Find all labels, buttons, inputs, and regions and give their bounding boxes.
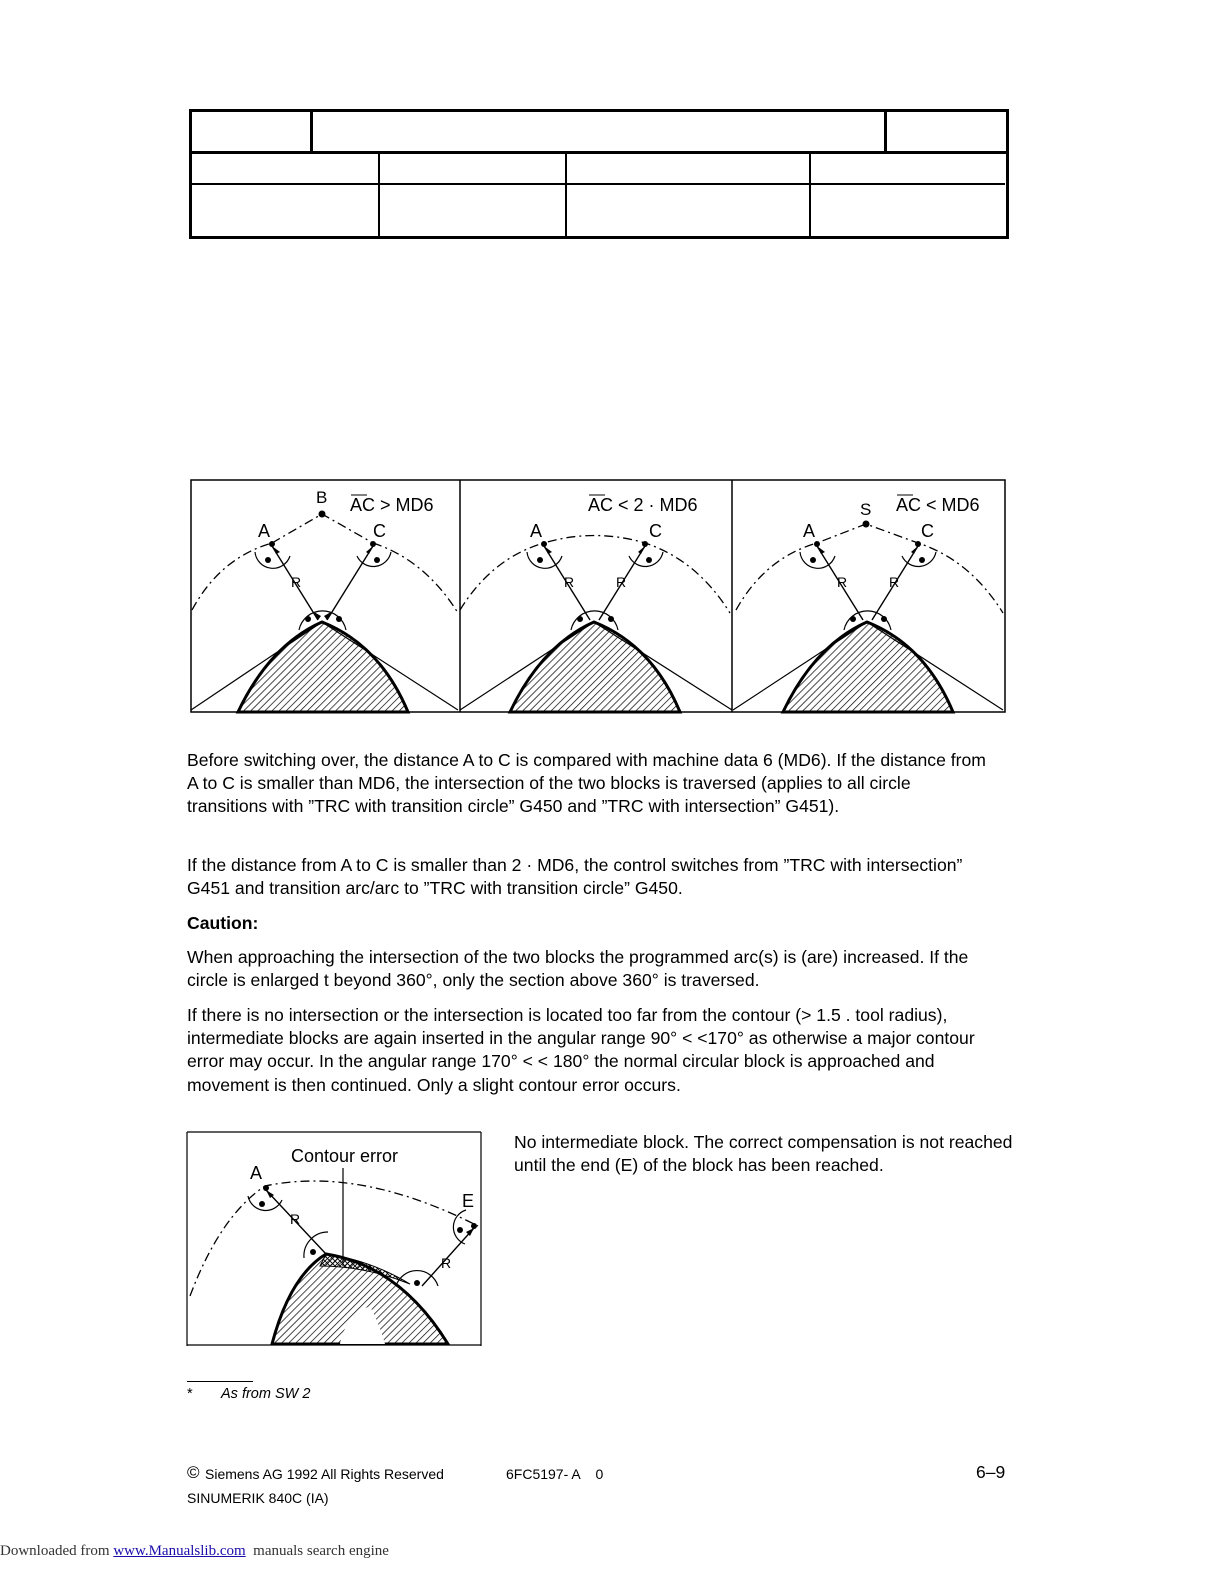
paragraph-md6-comparison: Before switching over, the distance A to C is compared with machine data 6 (MD6). If the distance from A to C is smaller than MD6, the intersection of the two blocks is traversed (applies to all circle transitions with ”TRC with transition circle” G450 and ”TRC with intersection” G451). (187, 750, 986, 817)
paragraph-caution: When approaching the intersection of the two blocks the programmed arc(s) is (are) increased. If the circle is enlarged t beyond 360°, only the section above 360° is traversed. (187, 947, 969, 991)
label-a: A (250, 1163, 263, 1183)
paragraph-no-intersection: If there is no intersection or the intersection is located too far from the contour (> 1.5 . tool radius), intermediate blocks are again inserted in the angular range 90° < <170° as otherwise a major contour error may occur. In the angular range 170° < < 180° the normal circular block is approached and movement is then continued. Only a slight contour error occurs. (187, 1005, 975, 1095)
label-e: E (462, 1191, 475, 1211)
contour-error-label: Contour error (291, 1146, 399, 1166)
panel-1 (191, 488, 458, 712)
footnote-mark: * (187, 1386, 193, 1402)
panel-3 (733, 495, 1003, 712)
footnote-text: As from SW 2 (221, 1386, 311, 1402)
manualslib-link[interactable]: www.Manualslib.com (113, 1543, 246, 1559)
figure-contour-error (180, 1126, 490, 1356)
condition-label: AC < MD6 (896, 495, 980, 515)
label-a: A (258, 521, 271, 541)
page-number: 6–9 (976, 1462, 1006, 1482)
product-name: SINUMERIK 840C (IA) (187, 1490, 329, 1506)
label-r: R (441, 1255, 452, 1271)
label-r: R (616, 574, 627, 590)
label-r: R (290, 1211, 301, 1227)
footnote-rule (187, 1381, 253, 1382)
order-number: 6FC5197- A 0 (506, 1466, 604, 1482)
label-c: C (373, 521, 386, 541)
label-c: C (649, 521, 662, 541)
copyright-symbol: © (187, 1463, 200, 1482)
label-r: R (837, 574, 848, 590)
download-prefix: Downloaded from (0, 1543, 114, 1559)
figure-arc-transitions (180, 470, 1020, 730)
copyright-text: Siemens AG 1992 All Rights Reserved (205, 1466, 444, 1482)
panel-2 (460, 495, 732, 712)
caution-heading: Caution: (187, 913, 259, 933)
download-line (0, 1543, 389, 1560)
condition-label: AC < 2 · MD6 (588, 495, 698, 515)
label-a: A (530, 521, 543, 541)
download-suffix: manuals search engine (245, 1543, 389, 1559)
condition-label: AC > MD6 (350, 495, 434, 515)
label-a: A (803, 521, 816, 541)
label-r: R (889, 574, 900, 590)
label-r: R (291, 574, 302, 590)
paragraph-g450-switch: If the distance from A to C is smaller than 2 · MD6, the control switches from ”TRC with intersection” G451 and transition arc/arc to ”TRC with transition circle” G450. (187, 855, 963, 899)
label-b: B (316, 488, 328, 507)
figure2-caption: No intermediate block. The correct compensation is not reached until the end (E) of the block has been reached. (514, 1132, 1013, 1176)
label-r: R (564, 574, 575, 590)
label-c: C (921, 521, 934, 541)
label-s: S (860, 500, 872, 519)
